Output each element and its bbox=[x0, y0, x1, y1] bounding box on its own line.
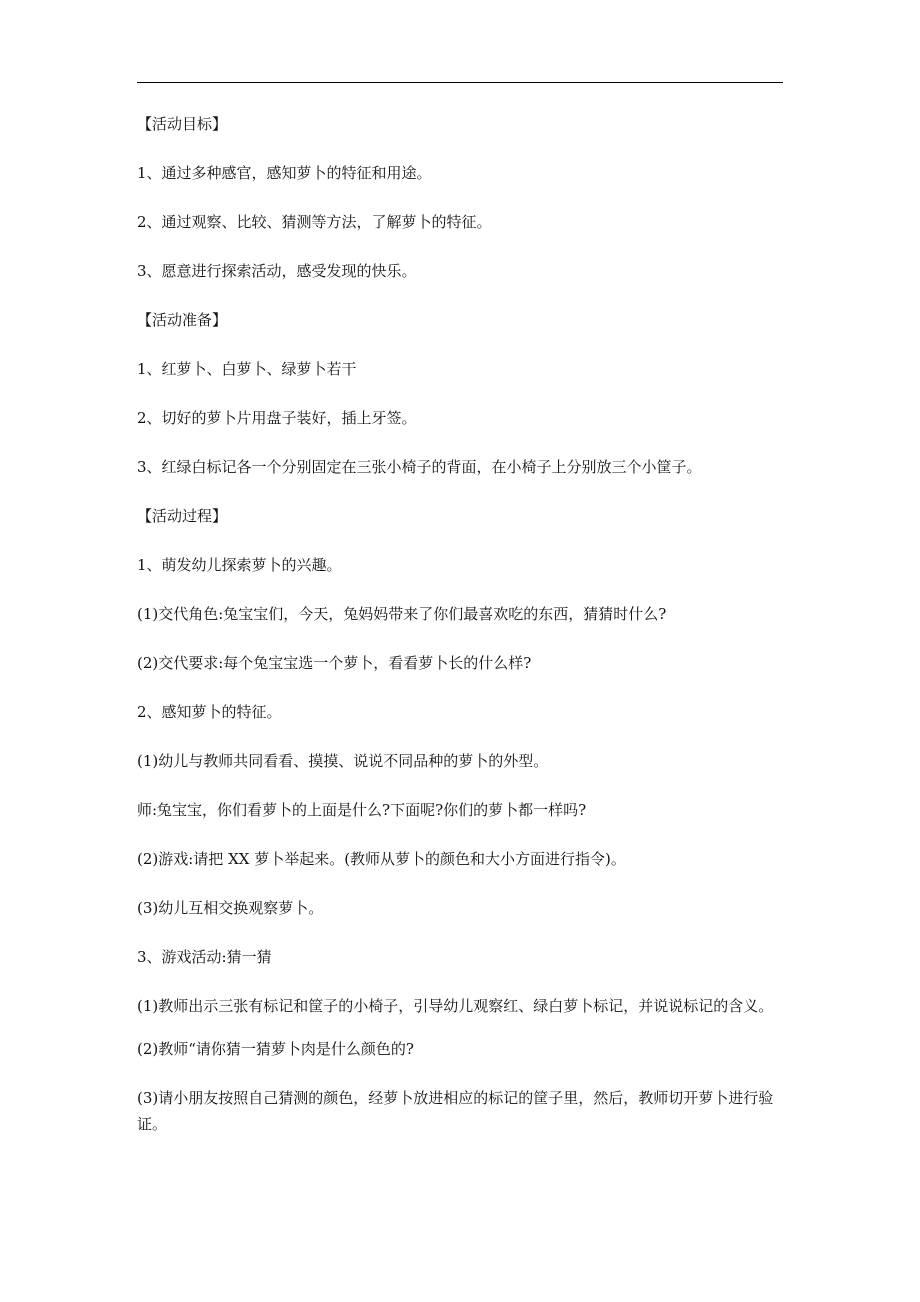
section-heading-preparation: 【活动准备】 bbox=[137, 311, 228, 329]
document-body bbox=[137, 108, 787, 1151]
process-substep: (3)请小朋友按照自己猜测的颜色，经萝卜放进相应的标记的筐子里，然后，教师切开萝卜进行验证。 bbox=[137, 1089, 774, 1133]
goal-item: 3、愿意进行探索活动，感受发现的快乐。 bbox=[137, 262, 417, 280]
process-substep: (2)游戏:请把 XX 萝卜举起来。(教师从萝卜的颜色和大小方面进行指令)。 bbox=[137, 850, 626, 868]
section-heading-goals: 【活动目标】 bbox=[137, 115, 228, 133]
process-dialogue: 师:兔宝宝，你们看萝卜的上面是什么?下面呢?你们的萝卜都一样吗? bbox=[137, 801, 587, 819]
process-step: 1、萌发幼儿探索萝卜的兴趣。 bbox=[137, 556, 342, 574]
header-rule bbox=[137, 82, 783, 83]
process-substep: (2)交代要求:每个兔宝宝选一个萝卜，看看萝卜长的什么样? bbox=[137, 654, 532, 672]
process-substep: (3)幼儿互相交换观察萝卜。 bbox=[137, 899, 324, 917]
goal-item: 1、通过多种感官，感知萝卜的特征和用途。 bbox=[137, 164, 432, 182]
section-heading-process: 【活动过程】 bbox=[137, 507, 228, 525]
preparation-item: 1、红萝卜、白萝卜、绿萝卜若干 bbox=[137, 360, 357, 378]
process-substep: (2)教师“请你猜一猜萝卜肉是什么颜色的? bbox=[137, 1040, 414, 1058]
goal-item: 2、通过观察、比较、猜测等方法，了解萝卜的特征。 bbox=[137, 213, 492, 231]
preparation-item: 2、切好的萝卜片用盘子装好，插上牙签。 bbox=[137, 409, 417, 427]
process-substep: (1)教师出示三张有标记和筐子的小椅子，引导幼儿观察红、绿白萝卜标记，并说说标记的含义。 bbox=[137, 997, 774, 1015]
process-step: 2、感知萝卜的特征。 bbox=[137, 703, 282, 721]
process-substep: (1)交代角色:兔宝宝们，今天，兔妈妈带来了你们最喜欢吃的东西，猜猜时什么? bbox=[137, 605, 667, 623]
process-step: 3、游戏活动:猜一猜 bbox=[137, 948, 272, 966]
process-substep: (1)幼儿与教师共同看看、摸摸、说说不同品种的萝卜的外型。 bbox=[137, 752, 549, 770]
preparation-item: 3、红绿白标记各一个分别固定在三张小椅子的背面，在小椅子上分别放三个小筐子。 bbox=[137, 458, 702, 476]
